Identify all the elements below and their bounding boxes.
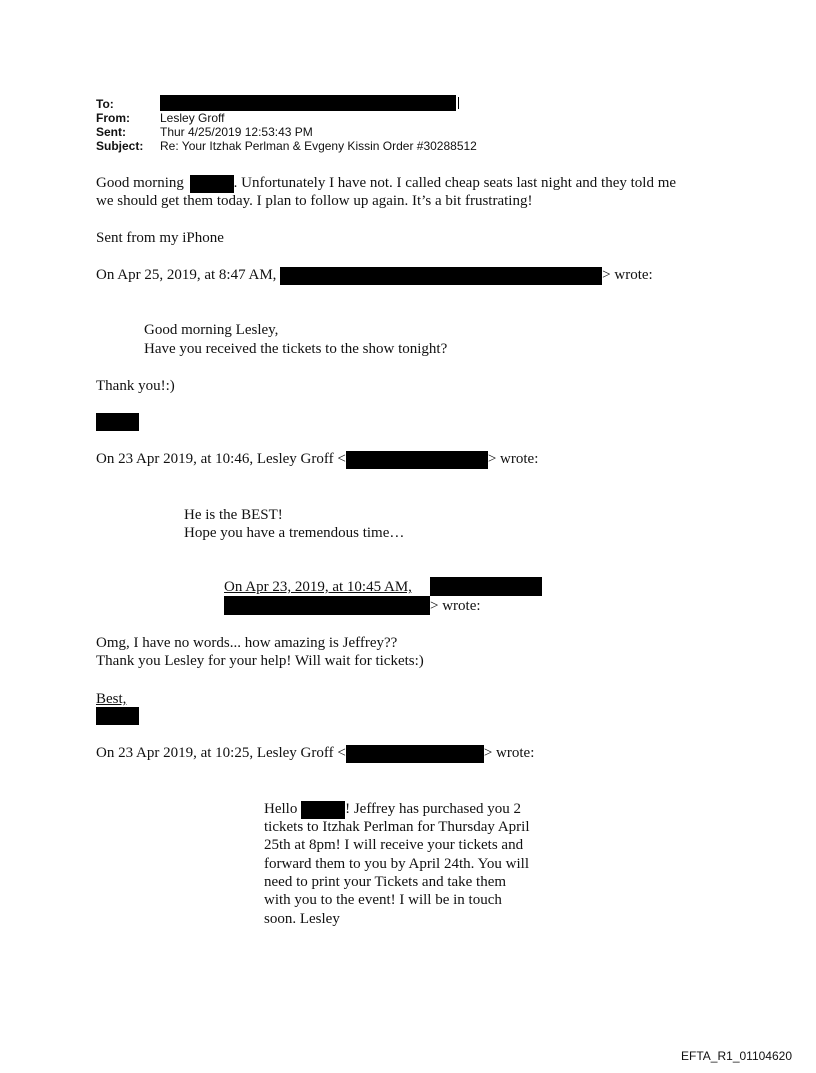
best-line: Best,	[96, 691, 127, 707]
from-row	[96, 111, 477, 125]
redaction-bar	[224, 596, 430, 615]
hello-line-6: with you to the event! I will be in touch	[264, 892, 502, 908]
email-header	[96, 97, 477, 153]
greeting-text: Good morning	[96, 175, 184, 191]
quote-header-3	[224, 578, 412, 596]
subject-value: Re: Your Itzhak Perlman & Evgeny Kissin Order #30288512	[160, 139, 477, 153]
quote-header-1	[96, 266, 653, 285]
quote-header-text: On Apr 23, 2019, at 10:45 AM,	[224, 579, 412, 595]
hello-line-5: need to print your Tickets and take them	[264, 874, 507, 890]
omg-line-1: Omg, I have no words... how amazing is Jeffrey??	[96, 635, 398, 651]
quote-header-text: On Apr 25, 2019, at 8:47 AM,	[96, 267, 277, 283]
quote-header-text: On 23 Apr 2019, at 10:46, Lesley Groff <	[96, 451, 346, 467]
hello-line-4: forward them to you by April 24th. You will	[264, 856, 529, 872]
redaction-bar	[346, 745, 484, 763]
from-value: Lesley Groff	[160, 111, 225, 125]
document-id: EFTA_R1_01104620	[681, 1049, 792, 1063]
omg-line-2: Thank you Lesley for your help! Will wait for tickets:)	[96, 653, 424, 669]
redaction-edge	[457, 97, 459, 109]
sent-from-line: Sent from my iPhone	[96, 230, 224, 246]
hello-line-3: 25th at 8pm! I will receive your tickets and	[264, 837, 524, 853]
hello-line-1	[264, 800, 521, 819]
sent-label: Sent:	[96, 125, 126, 139]
redaction-bar	[96, 413, 139, 431]
quote2-line-2: Hope you have a tremendous time…	[184, 525, 405, 541]
quote-header-text: On 23 Apr 2019, at 10:25, Lesley Groff <	[96, 745, 346, 761]
quote1-line-1: Good morning Lesley,	[144, 322, 279, 338]
hello-text-rest: ! Jeffrey has purchased you 2	[345, 801, 521, 817]
to-label: To:	[96, 97, 114, 111]
quote-header-4	[96, 744, 534, 763]
quote2-line-1: He is the BEST!	[184, 507, 283, 523]
subject-label: Subject:	[96, 139, 144, 153]
quote-header-wrote: > wrote:	[483, 745, 535, 761]
hello-line-2: tickets to Itzhak Perlman for Thursday April	[264, 819, 530, 835]
to-row	[96, 97, 477, 111]
quote1-line-2: Have you received the tickets to the show tonight?	[144, 341, 448, 357]
redaction-bar	[346, 451, 488, 469]
body-line-1	[96, 174, 676, 193]
quote-header-3-wrote: > wrote:	[430, 598, 481, 614]
quote-header-wrote: > wrote:	[487, 451, 539, 467]
redaction-bar	[190, 175, 234, 193]
redaction-bar	[280, 267, 602, 285]
hello-line-7: soon. Lesley	[264, 911, 340, 927]
quote-header-wrote: > wrote:	[602, 267, 653, 283]
sent-value: Thur 4/25/2019 12:53:43 PM	[160, 125, 313, 139]
redaction-bar	[160, 95, 456, 111]
reply-text: . Unfortunately I have not. I called cheap seats last night and they told me	[233, 175, 677, 191]
hello-text: Hello	[264, 801, 298, 817]
redaction-bar	[301, 801, 345, 819]
thank-you-line: Thank you!:)	[96, 378, 175, 394]
redaction-bar	[96, 707, 139, 725]
sent-row	[96, 125, 477, 139]
body-line-2: we should get them today. I plan to follow up again. It’s a bit frustrating!	[96, 193, 533, 209]
from-label: From:	[96, 111, 130, 125]
subject-row	[96, 139, 477, 153]
redaction-bar	[430, 577, 542, 596]
quote-header-2	[96, 450, 538, 469]
